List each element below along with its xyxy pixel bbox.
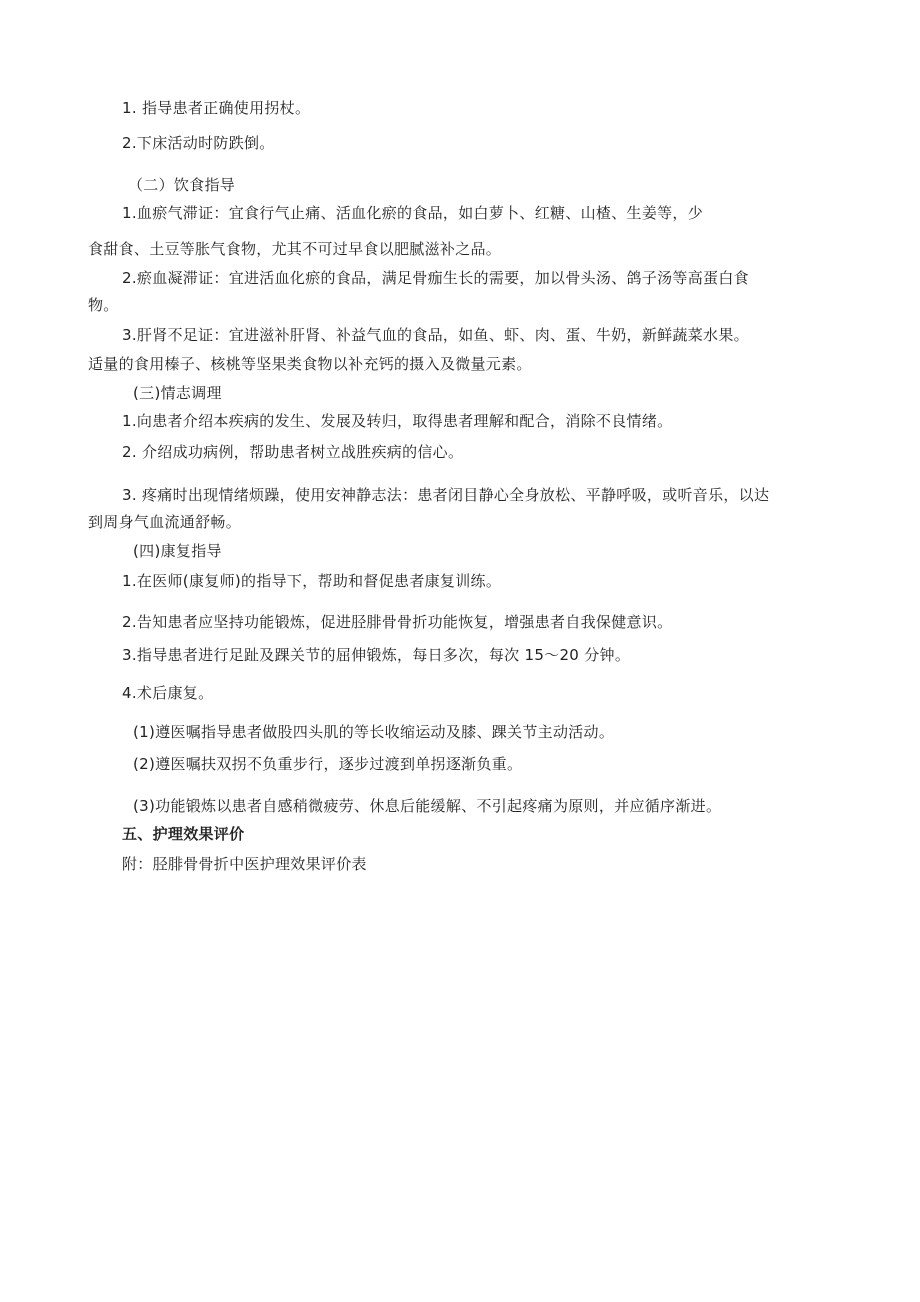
text-line: 2.瘀血凝滞证：宜进活血化瘀的食品，满足骨痂生长的需要，加以骨头汤、鸽子汤等高蛋白食 [122,269,749,287]
text-line: 2. 介绍成功病例，帮助患者树立战胜疾病的信心。 [122,443,464,461]
text-line: 1.在医师(康复师)的指导下，帮助和督促患者康复训练。 [122,572,502,590]
text-line: 2.告知患者应坚持功能锻炼，促进胫腓骨骨折功能恢复，增强患者自我保健意识。 [122,613,673,631]
text-line: 4.术后康复。 [122,684,214,702]
section-heading: (四)康复指导 [133,542,222,560]
text-line: 1. 指导患者正确使用拐杖。 [122,99,311,117]
text-line: 2.下床活动时防跌倒。 [122,134,275,152]
text-line: 食甜食、土豆等胀气食物，尤其不可过早食以肥腻滋补之品。 [88,240,502,258]
appendix-note: 附：胫腓骨骨折中医护理效果评价表 [122,855,367,873]
section-heading: （二）饮食指导 [128,176,236,194]
text-line: 3. 疼痛时出现情绪烦躁，使用安神静志法：患者闭目静心全身放松、平静呼吸，或听音乐，以达 [122,486,770,504]
text-line: (1)遵医嘱指导患者做股四头肌的等长收缩运动及膝、踝关节主动活动。 [133,723,615,741]
text-line: 物。 [88,296,119,314]
text-line: (3)功能锻炼以患者自感稍微疲劳、休息后能缓解、不引起疼痛为原则，并应循序渐进。 [133,797,722,815]
text-line: 3.指导患者进行足趾及踝关节的屈伸锻炼，每日多次，每次 15～20 分钟。 [122,646,631,664]
text-line: (2)遵医嘱扶双拐不负重步行，逐步过渡到单拐逐渐负重。 [133,755,523,773]
text-line: 1.向患者介绍本疾病的发生、发展及转归，取得患者理解和配合，消除不良情绪。 [122,412,673,430]
section-heading: 五、护理效果评价 [122,825,245,843]
text-line: 3.肝肾不足证：宜进滋补肝肾、补益气血的食品，如鱼、虾、肉、蛋、牛奶，新鲜蔬菜水果。 [122,326,749,344]
text-line: 1.血瘀气滞证：宜食行气止痛、活血化瘀的食品，如白萝卜、红糖、山楂、生姜等，少 [122,204,704,222]
text-line: 到周身气血流通舒畅。 [88,513,242,531]
section-heading: (三)情志调理 [133,384,222,402]
text-line: 适量的食用榛子、核桃等坚果类食物以补充钙的摄入及微量元素。 [88,355,532,373]
